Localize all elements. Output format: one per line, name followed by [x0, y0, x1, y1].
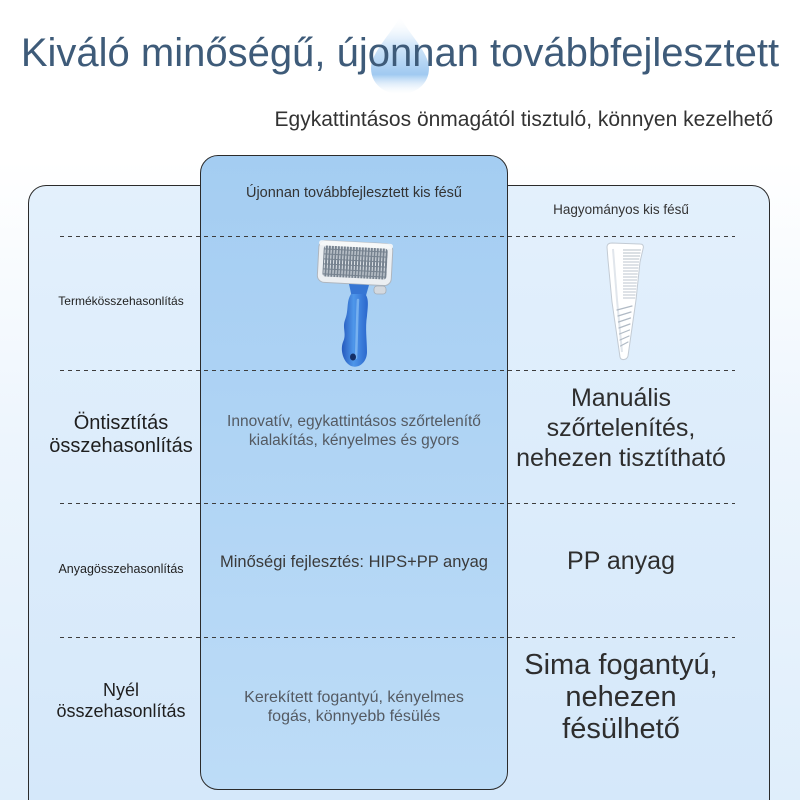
row-label-material	[42, 561, 200, 577]
cell-line: szőrtelenítés,	[546, 414, 696, 442]
cell-line: nehezen tisztítható	[516, 444, 726, 472]
cell-line: Innovatív, egykattintásos szőrtelenítő	[227, 413, 481, 430]
traditional-product-handle	[508, 649, 734, 745]
new-product-handle	[200, 688, 508, 726]
row-label-handle	[42, 680, 200, 722]
page-subtitle: Egykattintásos önmagától tisztuló, könnyen kezelhető	[274, 108, 773, 131]
cell-line: Minőségi fejlesztés: HIPS+PP anyag	[220, 553, 488, 571]
column-header-traditional-product: Hagyományos kis fésű	[553, 202, 689, 217]
traditional-product-self-cleaning	[508, 383, 734, 473]
page-title: Kiváló minőségű, újonnan továbbfejlesztett	[20, 31, 780, 75]
cell-line: PP anyag	[567, 547, 675, 575]
cell-line: fogás, könnyebb fésülés	[267, 708, 441, 725]
cell-line: kialakítás, kényelmes és gyors	[248, 432, 460, 449]
row-label-line: Termékösszehasonlítás	[58, 294, 184, 308]
slicker-brush-image	[308, 236, 404, 372]
row-divider	[60, 503, 735, 504]
row-label-line: Nyél	[102, 680, 139, 700]
cell-line: Sima fogantyú,	[524, 649, 718, 681]
row-label-product	[42, 293, 200, 309]
cell-line: fésülhető	[562, 713, 680, 745]
row-divider	[60, 637, 735, 638]
new-product-material	[200, 552, 508, 572]
row-label-line: Öntisztítás	[73, 412, 169, 434]
comb-image	[596, 240, 650, 364]
cell-line: nehezen	[565, 681, 677, 713]
brush-release-button	[374, 286, 386, 294]
cell-line: Manuális	[570, 384, 672, 412]
row-label-self-cleaning	[42, 412, 200, 458]
row-label-line: összehasonlítás	[56, 701, 186, 721]
new-product-self-cleaning	[200, 412, 508, 450]
row-label-line: összehasonlítás	[49, 435, 193, 457]
traditional-product-material	[508, 546, 734, 576]
brush-head	[317, 240, 393, 286]
row-label-line: Anyagösszehasonlítás	[58, 562, 184, 576]
cell-line: Kerekített fogantyú, kényelmes	[244, 689, 464, 706]
column-header-new-product: Újonnan továbbfejlesztett kis fésű	[245, 185, 462, 201]
